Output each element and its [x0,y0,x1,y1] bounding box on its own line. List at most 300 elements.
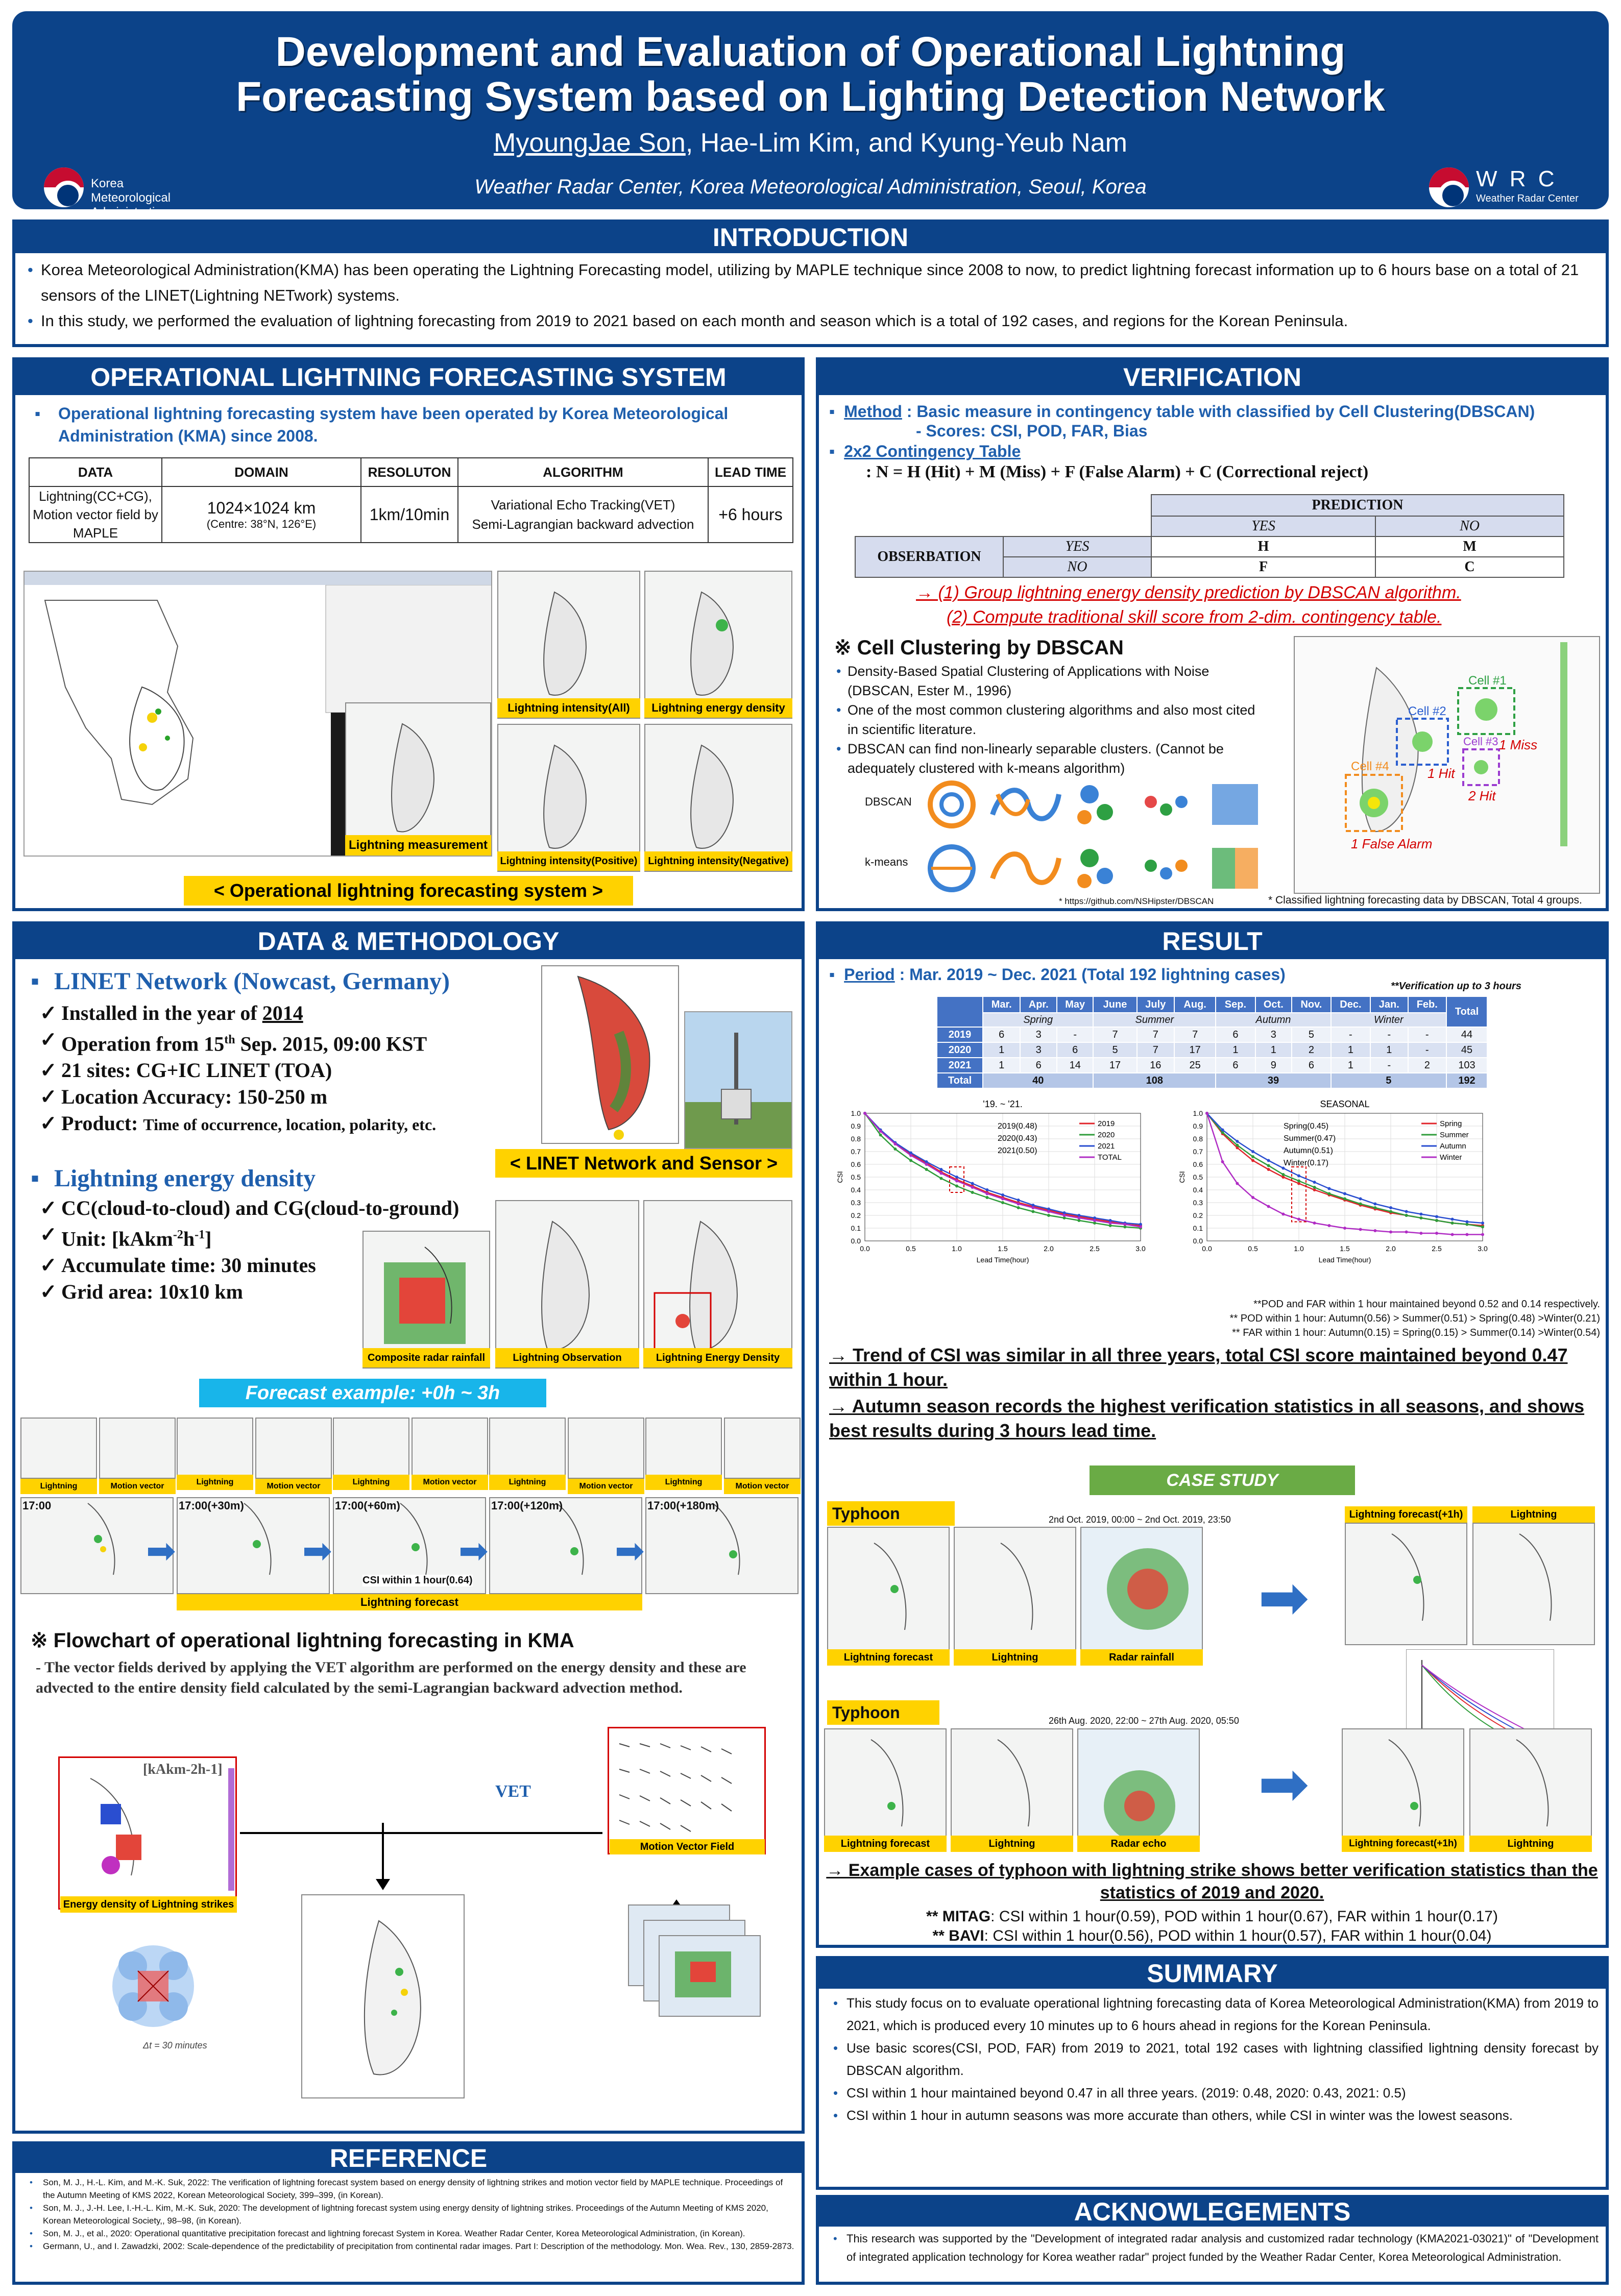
data-methodology-heading: DATA & METHODOLOGY [15,924,802,959]
total-cell: 108 [1093,1073,1216,1088]
arrow-right-icon: ➡ [146,1531,176,1571]
month-header: Apr. [1020,996,1057,1013]
result-note-3: ** FAR within 1 hour: Autumn(0.15) = Spring(0.15) > Summer(0.14) >Winter(0.54) [1232,1327,1600,1338]
result-lower-section [816,1728,1609,1948]
data-point [1405,1214,1408,1217]
data-point [1031,1210,1034,1213]
cell-clustering-title: ※ Cell Clustering by DBSCAN [834,637,1124,659]
cell-false-alarm: F [1151,557,1375,577]
result-note-2: ** POD within 1 hour: Autumn(0.56) > Summer(0.51) > Spring(0.48) >Winter(0.21) [1229,1313,1600,1324]
data-point [1313,1222,1316,1225]
month-header: Sep. [1216,996,1255,1013]
linet-item-2-sup: th [224,1033,235,1046]
x-tick-label: 2.5 [1090,1244,1100,1253]
arrow-right-icon: ➡ [1258,1750,1310,1818]
data-point [1093,1219,1096,1222]
linet-list [15,1000,526,1138]
row-total: 103 [1446,1058,1487,1073]
case-count-cell: 17 [1093,1058,1136,1073]
month-header: July [1137,996,1174,1013]
legend-entry: TOTAL [1098,1153,1122,1162]
data-point [1251,1150,1254,1153]
data-point [1389,1206,1392,1209]
data-point [1419,1213,1422,1216]
lightning-energy-density-map-2 [643,1200,792,1369]
data-point [893,1147,897,1151]
td-domain [162,486,361,543]
data-point [1405,1231,1408,1234]
data-point [1481,1233,1484,1236]
data-point [1359,1203,1362,1206]
bavi-scores [824,1926,1600,1946]
case-count-cell: 5 [1093,1042,1136,1058]
delta-t-label: Δt = 30 minutes [143,2040,207,2050]
contingency-label: ▪ 2x2 Contingency Table [829,442,1021,460]
case-count-cell: 6 [1020,1058,1057,1073]
mitag-forecast-1h-map [1345,1523,1467,1645]
data-point [1047,1214,1050,1217]
fc-label-lightning-1: Lightning [177,1475,253,1490]
result-key-finding-2: → Autumn season records the highest verification statistics in all seasons, and shows best results during 3 hours lead time. [829,1396,1585,1441]
th-lead-time: LEAD TIME [708,458,793,486]
month-header: May [1057,996,1094,1013]
period-label: Period [844,965,895,984]
acknowledgements-heading: ACKNOWLEGEMENTS [819,2198,1606,2227]
y-tick-label: 0.1 [1193,1224,1203,1232]
verification-panel [816,357,1609,911]
linet-item-1-year: 2014 [262,1002,303,1024]
total-cell: 40 [983,1073,1093,1088]
introduction-heading: INTRODUCTION [15,223,1606,253]
month-header: June [1093,996,1136,1013]
cell-2-label: Cell #2 [1408,704,1446,718]
result-note-1: **POD and FAR within 1 hour maintained beyond 0.52 and 0.14 respectively. [1253,1299,1600,1310]
fc-label-motion-0: Motion vector [99,1479,176,1494]
cell-1-label: Cell #1 [1468,674,1507,688]
mitag-lightning-map [954,1527,1076,1665]
case-count-cell: 1 [983,1042,1020,1058]
linet-item-2-date: Sep. 2015, 09:00 KST [235,1032,427,1056]
data-point [1123,1223,1126,1226]
data-point [1313,1186,1316,1189]
reference-3: • Son, M. J., et al., 2020: Operational quantitative precipitation forecast and lightning forecast System in Korea. Weather Radar Center, Korea Meteorological Administration, (in Korean). [22,2227,794,2240]
data-point [1077,1216,1080,1219]
data-point [1001,1193,1004,1196]
kma-logo [44,164,207,219]
y-tick-label: 0.9 [1193,1122,1203,1130]
y-axis-label: CSI [836,1171,844,1183]
case-count-cell: 7 [1093,1027,1136,1042]
affiliation: Weather Radar Center, Korea Meteorological Administration, Seoul, Korea [474,176,1147,198]
reference-panel [12,2141,805,2285]
arrow-right-icon: ➡ [615,1531,645,1571]
row-year: 2021 [937,1058,983,1073]
y-tick-label: 0.5 [851,1173,861,1181]
month-header: Oct. [1255,996,1292,1013]
dbscan-bullet-1: • Density-Based Spatial Clustering of Applications with Noise (DBSCAN, Ester M., 1996) [829,662,1268,700]
y-tick-label: 0.3 [1193,1199,1203,1207]
flowchart-text: - The vector fields derived by applying the VET algorithm are performed on the energy density and these are advected to the entire density field calculated by the semi-Lagrangian backward advection method. [36,1659,746,1696]
cell-4-label: Cell #4 [1351,760,1389,773]
month-header: Aug. [1174,996,1216,1013]
lightning-intensity-positive-map [497,724,640,872]
season-header: Summer [1093,1013,1216,1027]
bavi-caption-forecast-1h: Lightning forecast(+1h) [1342,1836,1464,1852]
data-point [939,1168,942,1171]
data-point [1419,1216,1422,1219]
data-point [1435,1219,1438,1222]
data-point [1297,1218,1300,1221]
row-year: 2019 [937,1027,983,1042]
lightning-forecast-caption: Lightning forecast [177,1594,642,1610]
x-tick-label: 3.0 [1478,1244,1488,1253]
co-authors: , Hae-Lim Kim, and Kyung-Yeub Nam [685,128,1127,158]
case-count-cell: 3 [1255,1027,1292,1042]
x-tick-label: 1.0 [1294,1244,1304,1253]
linet-item-4: ✓ Location Accuracy: 150-250 m [15,1084,526,1110]
acknowledgement-text: • This research was supported by the "Development of integrated radar analysis and customized radar technology (KMA2021-03021)" of "Development of integrated application technology for Korea weather radar" project funded by the Weather Radar Center, Korea Meteorological Administration. [826,2230,1599,2266]
caption-composite-radar: Composite radar rainfall [362,1348,490,1367]
linet-network-map [541,965,679,1144]
time-label-2: 17:00(+60m) [335,1499,400,1512]
data-point [1435,1215,1438,1218]
linet-sensor-photo [684,1011,792,1149]
month-header: Mar. [983,996,1020,1013]
annotation-text: Summer(0.47) [1284,1134,1336,1143]
td-algorithm-2: Semi-Lagrangian backward advection [472,517,694,532]
caption-lightning-energy-density-2: Lightning Energy Density [643,1348,792,1367]
reference-2: • Son, M. J., J.-H. Lee, I.-H.-L. Kim, M.-K. Suk, 2020: The development of lightning forecast system using energy density of lightning strikes. Proceedings of the Autumn Meeting of KMS 2020, Korean Meteorological Society,, 98–98, (in Korean). [22,2202,794,2227]
energy-item-1: ✓ CC(cloud-to-cloud) and CG(cloud-to-ground) [15,1195,475,1222]
data-point [909,1159,912,1162]
case-count-cell: 2 [1408,1058,1446,1073]
y-tick-label: 0.5 [1193,1173,1203,1181]
arrow-right-icon: ➡ [458,1531,489,1571]
bavi-caption-lightning: Lightning [951,1836,1073,1852]
intro-bullet-2: • In this study, we performed the evaluation of lightning forecasting from 2019 to 2021 based on each month and season which is a total of 192 cases, and regions for the Korean Peninsula. [20,308,1599,334]
fc-thumb-motion-1 [255,1418,332,1479]
fc-thumb-motion-0 [99,1418,176,1479]
summary-bullet-3: • CSI within 1 hour maintained beyond 0.47 in all three years. (2019: 0.48, 2020: 0.43, 2021: 0.5) [826,2082,1599,2104]
x-tick-label: 0.0 [860,1244,870,1253]
forecast-example-title: Forecast example: +0h ~ 3h [199,1379,546,1407]
case-count-cell: 2 [1292,1042,1331,1058]
month-header: Dec. [1331,996,1370,1013]
data-point [1281,1173,1285,1176]
x-tick-label: 2.0 [1386,1244,1396,1253]
td-domain-sub: (Centre: 38°N, 126°E) [206,517,317,530]
y-tick-label: 0.2 [1193,1211,1203,1219]
y-tick-label: 0.8 [851,1135,861,1143]
energy-density-unit: [kAkm-2h-1] [143,1762,223,1777]
data-point [1221,1160,1224,1163]
method-text: : Basic measure in contingency table with classified by Cell Clustering(DBSCAN) [902,402,1535,421]
caption-lightning-energy-density: Lightning energy density [644,698,792,718]
data-point [1281,1213,1285,1216]
data-point [1267,1168,1270,1171]
case-count-cell: 3 [1020,1042,1057,1058]
y-tick-label: 0.7 [1193,1147,1203,1156]
energy-item-4: ✓ Grid area: 10x10 km [15,1279,475,1305]
linet-item-2-text: Operation from 15 [61,1032,225,1056]
th-domain: DOMAIN [162,458,361,486]
data-point [863,1112,866,1115]
verif-step-1: → (1) Group lightning energy density prediction by DBSCAN algorithm. [916,583,1461,602]
data-point [1205,1112,1208,1115]
fc-thumb-lightning-0 [20,1418,97,1479]
td-algorithm [458,486,708,543]
result-heading: RESULT [819,924,1606,959]
fc-label-lightning-0: Lightning [20,1479,97,1494]
verification-note: **Verification up to 3 hours [1391,981,1521,992]
month-header: Jan. [1370,996,1408,1013]
case-count-cell: 1 [1331,1042,1370,1058]
legend-entry: Winter [1440,1153,1462,1162]
data-point [1343,1227,1346,1230]
radar-stack-figure [628,1904,791,2047]
annotation-text: Spring(0.45) [1284,1122,1329,1131]
data-point [971,1182,974,1185]
time-label-1: 17:00(+30m) [179,1499,244,1512]
case-row-2021 [937,1058,1487,1073]
cell-miss: M [1375,536,1564,557]
total-header: Total [1446,996,1487,1027]
x-tick-label: 0.5 [906,1244,916,1253]
label-kmeans: k-means [865,856,908,868]
energy-item-3: ✓ Accumulate time: 30 minutes [15,1252,475,1279]
y-tick-label: 0.0 [851,1237,861,1245]
y-tick-label: 0.4 [851,1186,861,1194]
reference-heading: REFERENCE [15,2144,802,2173]
row-total: 44 [1446,1027,1487,1042]
season-header: Spring [983,1013,1093,1027]
linet-heading: ▪ LINET Network (Nowcast, Germany) [18,967,450,995]
data-point [985,1196,988,1199]
fc-thumb-lightning-1 [177,1418,253,1479]
case-count-cell: 6 [983,1027,1020,1042]
x-tick-label: 1.5 [1340,1244,1350,1253]
data-point [1405,1210,1408,1213]
prediction-header: PREDICTION [1151,495,1564,516]
bavi-caption-radar-echo: Radar echo [1077,1836,1200,1852]
summary-bullet-2: • Use basic scores(CSI, POD, FAR) from 2019 to 2021, total 192 cases with lightning classified lightning density forecast by DBSCAN algorithm. [826,2037,1599,2082]
fc-label-lightning-2: Lightning [333,1475,409,1490]
data-point [939,1177,942,1180]
x-tick-label: 3.0 [1135,1244,1146,1253]
td-data: Lightning(CC+CG), Motion vector field by MAPLE [29,486,162,543]
data-point [971,1191,974,1194]
legend-entry: Spring [1440,1119,1462,1128]
mitag-caption-lightning: Lightning [954,1649,1076,1666]
cell-4-false-alarm: 1 False Alarm [1351,836,1433,851]
time-label-4: 17:00(+180m) [647,1499,719,1512]
lightning-intensity-negative-map [644,724,792,872]
data-point [1236,1144,1239,1147]
bavi-label: Typhoon [827,1700,939,1725]
td-domain-main: 1024×1024 km [207,498,316,517]
data-point [1297,1180,1300,1183]
authors [12,128,1609,158]
case-count-cell: - [1331,1027,1370,1042]
y-tick-label: 0.0 [1193,1237,1203,1245]
case-count-cell: 6 [1292,1058,1331,1073]
mitag-lightning-map-2 [1472,1523,1595,1645]
data-point [1017,1203,1020,1206]
data-methodology-panel [12,921,805,2134]
x-axis-label: Lead Time(hour) [976,1256,1029,1264]
data-point [1297,1175,1300,1178]
y-axis-label: CSI [1178,1171,1186,1183]
wrc-logo-text: W R C [1476,166,1558,191]
data-point [1343,1192,1346,1195]
data-point [955,1185,958,1188]
y-tick-label: 1.0 [851,1109,861,1117]
fc-thumb-lightning-3 [489,1418,566,1479]
summary-panel-main [816,1956,1609,2190]
fc-thumb-motion-3 [568,1418,644,1479]
mitag-forecast-map [827,1527,950,1665]
x-tick-label: 0.0 [1202,1244,1212,1253]
contingency-table [855,494,1564,578]
case-count-cell: 9 [1255,1058,1292,1073]
case-count-cell: 1 [1370,1042,1408,1058]
total-cell: 5 [1331,1073,1446,1088]
data-point [879,1130,882,1133]
data-point [955,1176,958,1179]
linet-item-5-text: Product: [61,1112,143,1135]
case-count-cell: 7 [1174,1027,1216,1042]
bavi-period: 26th Aug. 2020, 22:00 ~ 27th Aug. 2020, 05:50 [1049,1716,1239,1726]
title-line-2: Forecasting System based on Lighting Detection Network [236,74,1385,120]
mitag-radar-map [1080,1527,1203,1665]
bavi-caption-lightning-2: Lightning [1469,1836,1592,1852]
case-count-table [936,996,1488,1089]
energy-unit-b: h [183,1227,195,1251]
case-count-cell: 6 [1216,1058,1255,1073]
x-tick-label: 1.5 [998,1244,1008,1253]
cell-2-hit: 1 Hit [1428,766,1455,781]
case-count-cell: - [1370,1027,1408,1042]
observation-header: OBSERBATION [855,536,1003,577]
cell-1-miss: 1 Miss [1499,737,1538,752]
obs-no: NO [1003,557,1151,577]
dbscan-source: * https://github.com/NSHipster/DBSCAN [1059,896,1214,906]
energy-unit-sup1: -2 [173,1228,183,1241]
mitag-caption-forecast: Lightning forecast [827,1649,950,1666]
case-count-cell: - [1408,1027,1446,1042]
motion-vector-field-figure [608,1727,766,1854]
data-point [1373,1206,1376,1209]
contingency-equation: : N = H (Hit) + M (Miss) + F (False Alarm) + C (Correctional reject) [866,462,1369,481]
bavi-forecast-1h-map [1342,1728,1464,1851]
data-point [985,1188,988,1191]
td-algorithm-1: Variational Echo Tracking(VET) [491,497,675,512]
mitag-scores [824,1907,1600,1926]
time-label-0: 17:00 [22,1499,52,1512]
period-text: : Mar. 2019 ~ Dec. 2021 (Total 192 lightning cases) [894,965,1286,984]
case-count-cell: 6 [1216,1027,1255,1042]
legend-entry: 2021 [1098,1142,1115,1151]
cell-3-hit: 2 Hit [1468,788,1496,803]
mitag-label: Typhoon [827,1501,955,1526]
energy-unit-a: Unit: [kAkm [61,1227,173,1251]
energy-unit-sup2: -1 [195,1228,205,1241]
reference-1: • Son, M. J., H.-L. Kim, and M.-K. Suk, 2022: The verification of lightning forecast system based on energy density of lightning strikes and motion vector field by MAPLE technique. Proceedings of the Autumn Meeting of KMS 2022, Korean Meteorological Society, 399–399, (in Korean). [22,2176,794,2202]
lightning-energy-density-map [644,571,792,719]
data-point [1435,1232,1438,1235]
case-count-cell: - [1057,1027,1094,1042]
y-tick-label: 0.2 [851,1211,861,1219]
data-point [1327,1187,1330,1190]
case-count-cell: 14 [1057,1058,1094,1073]
season-header: Winter [1331,1013,1446,1027]
radar-stack-frame-3 [659,1935,761,2017]
data-point [1373,1203,1376,1206]
verif-method: ▪ Method : Basic measure in contingency table with classified by Cell Clustering(DBSCAN) [829,402,1535,421]
linet-item-1 [15,1000,526,1027]
reference-4: • Germann, U., and I. Zawadzki, 2002: Scale-dependence of the predictability of precipitation from continental radar images. Part I: Description of the methodology. Mon. Wea. Rev., 130, 2859-2873. [22,2240,794,2253]
energy-density-heading: ▪ Lightning energy density [18,1164,316,1192]
x-axis-label: Lead Time(hour) [1318,1256,1371,1264]
y-tick-label: 0.3 [851,1199,861,1207]
legend-entry: Autumn [1440,1142,1466,1151]
bavi-scores-label: ** BAVI [932,1927,984,1944]
dbscan-bullets [829,662,1268,778]
data-point [985,1192,988,1195]
bavi-lightning-map [951,1728,1073,1851]
data-point [1327,1192,1330,1195]
data-point [1236,1140,1239,1143]
x-tick-label: 2.0 [1044,1244,1054,1253]
label-dbscan: DBSCAN [865,795,912,808]
data-point [1359,1228,1362,1231]
acknowledgements-panel [816,2195,1609,2285]
legend-entry: Summer [1440,1131,1469,1139]
case-total-row [937,1073,1487,1088]
data-point [1251,1159,1254,1162]
fc-thumb-lightning-4 [645,1418,722,1479]
arrow-right-icon: ➡ [302,1531,332,1571]
result-notes [1151,1297,1600,1340]
data-point [1267,1205,1270,1208]
data-point [909,1154,912,1157]
season-header: Autumn [1216,1013,1331,1027]
summary-title: SUMMARY [819,1959,1606,1989]
legend-entry: 2020 [1098,1131,1115,1139]
case-count-cell: 1 [1331,1058,1370,1073]
flowchart-title: ※ Flowchart of operational lightning forecasting in KMA [31,1629,574,1652]
total-row-label: Total [937,1073,983,1088]
verification-heading: VERIFICATION [819,360,1606,395]
lightning-intensity-all-map [497,571,640,719]
x-tick-label: 1.0 [952,1244,962,1253]
data-point [1031,1206,1034,1209]
dbscan-bullet-3: • DBSCAN can find non-linearly separable clusters. (Cannot be adequately clustered with k-means algorithm) [829,739,1268,778]
dbscan-bullet-2: • One of the most common clustering algorithms and also most cited in scientific literature. [829,700,1268,739]
data-point [939,1172,942,1175]
caption-lightning-intensity-negative: Lightning intensity(Negative) [644,851,792,871]
annotation-text: 2019(0.48) [998,1122,1037,1131]
y-tick-label: 0.4 [1193,1186,1203,1194]
data-point [1389,1210,1392,1213]
data-point [925,1168,928,1171]
data-point [1481,1226,1484,1229]
advection-diagram [102,1935,204,2037]
y-tick-label: 1.0 [1193,1109,1203,1117]
lightning-measurement-map [345,702,491,856]
case-count-cell: 6 [1057,1042,1094,1058]
caption-lightning-measurement: Lightning measurement [345,835,491,856]
